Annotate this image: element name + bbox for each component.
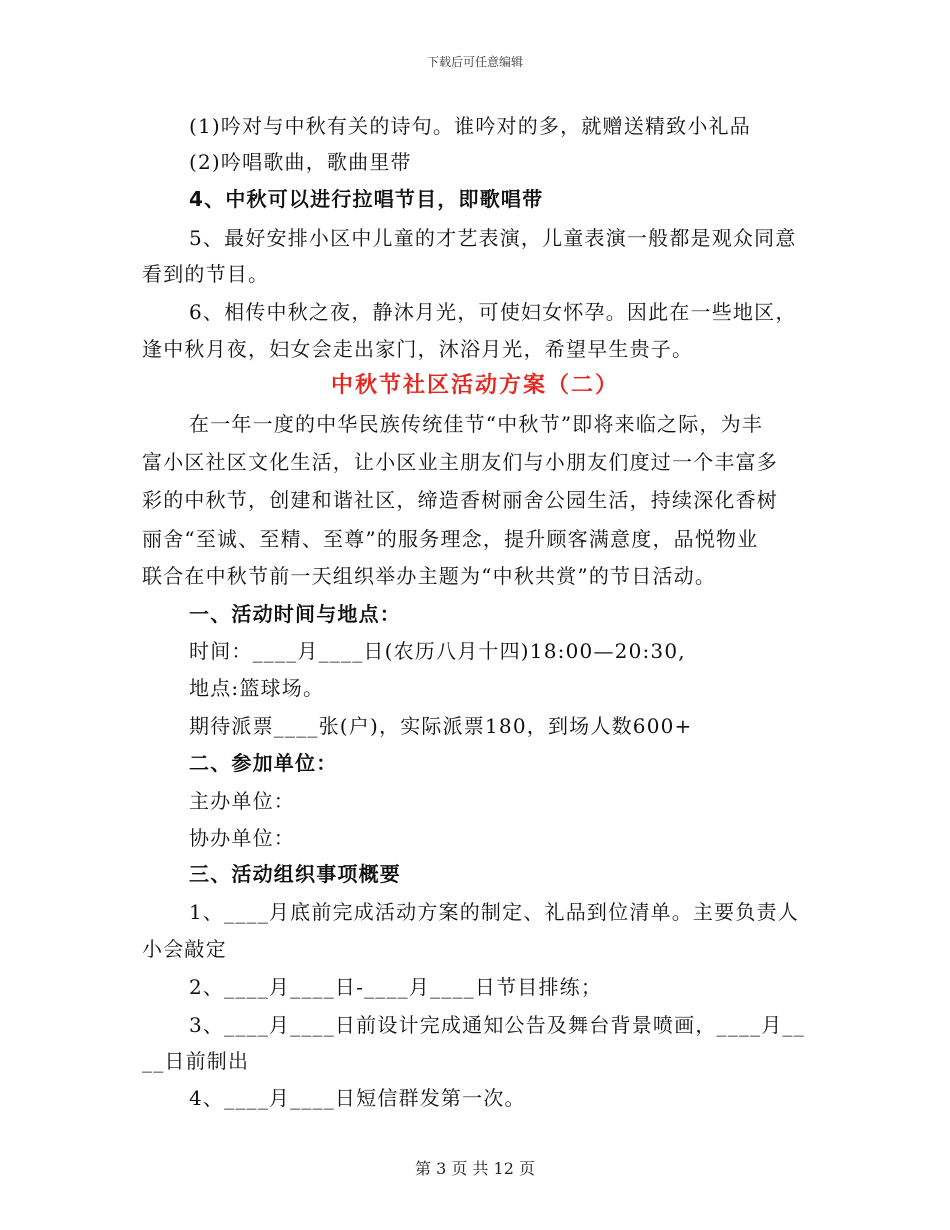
paragraph-line: 时间：____月____日(农历八月十四)18:00—20:30, [189, 639, 686, 663]
paragraph-line: 4、____月____日短信群发第一次。 [189, 1086, 526, 1110]
paragraph-line: 3、____月____日前设计完成通知公告及舞台背景喷画，____月__ [189, 1013, 805, 1037]
paragraph-line: 5、最好安排小区中儿童的才艺表演，儿童表演一般都是观众同意 [189, 226, 797, 250]
paragraph-line: 地点:篮球场。 [189, 676, 325, 700]
paragraph-line: 逢中秋月夜，妇女会走出家门，沐浴月光，希望早生贵子。 [142, 337, 694, 361]
paragraph-line: 看到的节目。 [142, 262, 270, 286]
paragraph-line: 联合在中秋节前一天组织举办主题为“中秋共赏”的节日活动。 [142, 564, 717, 588]
paragraph-line: (1)吟对与中秋有关的诗句。谁吟对的多，就赠送精致小礼品 [189, 114, 751, 138]
paragraph-line: (2)吟唱歌曲，歌曲里带 [189, 150, 412, 174]
paragraph-line: 在一年一度的中华民族传统佳节“中秋节”即将来临之际，为丰 [189, 412, 764, 436]
paragraph-line: 期待派票____张(户)，实际派票180，到场人数600+ [189, 714, 693, 738]
subheading: 三、活动组织事项概要 [189, 862, 401, 886]
paragraph-line: 主办单位： [189, 789, 295, 813]
paragraph-line: 1、____月底前完成活动方案的制定、礼品到位清单。主要负责人 [189, 900, 799, 924]
paragraph-line: 2、____月____日-____月____日节目排练； [189, 975, 603, 999]
subheading: 一、活动时间与地点： [189, 602, 401, 626]
paragraph-line: 6、相传中秋之夜，静沐月光，可使妇女怀孕。因此在一些地区， [189, 300, 797, 324]
paragraph-line: 小会敲定 [142, 937, 227, 961]
paragraph-line: 4、中秋可以进行拉唱节目，即歌唱带 [189, 187, 544, 211]
paragraph-line: __日前制出 [142, 1049, 250, 1073]
paragraph-line: 丽舍“至诚、至精、至尊”的服务理念，提升顾客满意度，品悦物业 [142, 527, 759, 551]
subheading: 二、参加单位： [189, 751, 338, 775]
page-footer: 第 3 页 共 12 页 [415, 1159, 535, 1178]
paragraph-line: 富小区社区文化生活，让小区业主朋友们与小朋友们度过一个丰富多 [142, 450, 778, 474]
paragraph-line: 彩的中秋节，创建和谐社区，缔造香树丽舍公园生活，持续深化香树 [142, 488, 778, 512]
page-header: 下载后可任意编辑 [426, 55, 523, 69]
section-title: 中秋节社区活动方案（二） [330, 373, 619, 398]
paragraph-line: 协办单位： [189, 826, 295, 850]
